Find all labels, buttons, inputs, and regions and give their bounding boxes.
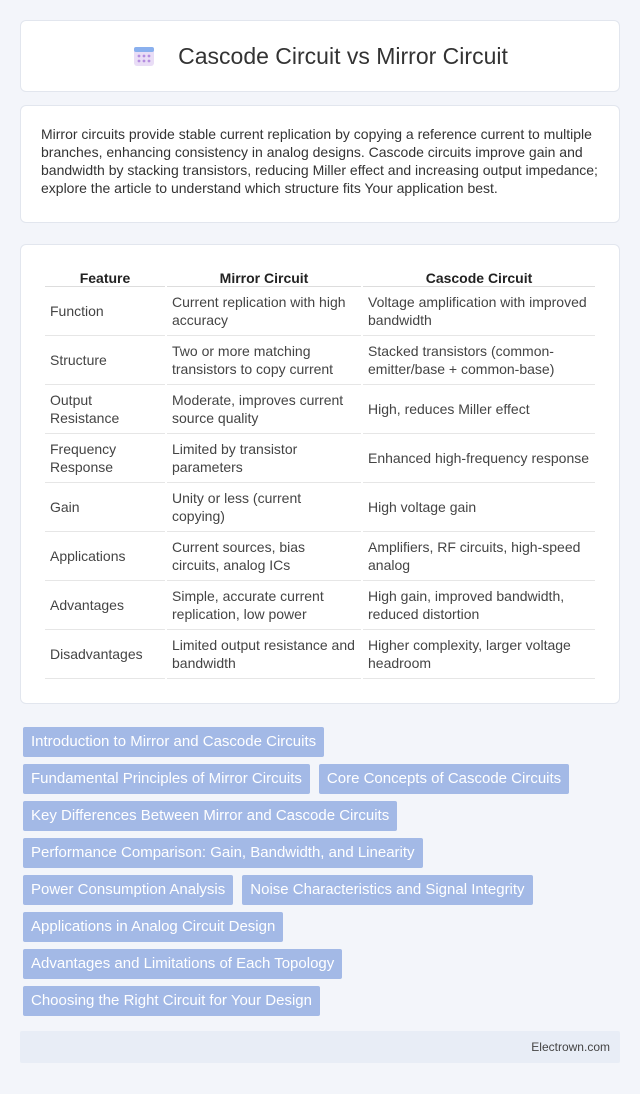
calendar-grid-icon bbox=[132, 44, 156, 68]
intro-card bbox=[20, 105, 620, 223]
topic-link[interactable]: Fundamental Principles of Mirror Circuits bbox=[23, 764, 310, 794]
cell-feature: Advantages bbox=[45, 581, 165, 630]
cell-mirror: Limited output resistance and bandwidth bbox=[167, 630, 361, 679]
link-row bbox=[23, 875, 613, 905]
table-row bbox=[45, 581, 595, 630]
link-row bbox=[23, 801, 613, 831]
related-topics bbox=[23, 727, 613, 1023]
link-row bbox=[23, 838, 613, 868]
cell-mirror: Simple, accurate current replication, low power bbox=[167, 581, 361, 630]
cell-mirror: Limited by transistor parameters bbox=[167, 434, 361, 483]
cell-feature: Gain bbox=[45, 483, 165, 532]
table-row bbox=[45, 287, 595, 336]
table-row bbox=[45, 385, 595, 434]
cell-cascode: High, reduces Miller effect bbox=[363, 385, 595, 434]
topic-link[interactable]: Choosing the Right Circuit for Your Design bbox=[23, 986, 320, 1016]
table-row bbox=[45, 434, 595, 483]
cell-mirror: Current replication with high accuracy bbox=[167, 287, 361, 336]
link-row bbox=[23, 986, 613, 1016]
link-row bbox=[23, 949, 613, 979]
cell-cascode: Amplifiers, RF circuits, high-speed analog bbox=[363, 532, 595, 581]
cell-cascode: High voltage gain bbox=[363, 483, 595, 532]
footer bbox=[20, 1031, 620, 1063]
link-row bbox=[23, 764, 613, 794]
cell-feature: Structure bbox=[45, 336, 165, 385]
table-row bbox=[45, 483, 595, 532]
cell-feature: Disadvantages bbox=[45, 630, 165, 679]
cell-cascode: Enhanced high-frequency response bbox=[363, 434, 595, 483]
topic-link[interactable]: Noise Characteristics and Signal Integrity bbox=[242, 875, 532, 905]
comparison-table bbox=[43, 265, 597, 679]
header-mirror-circuit: Mirror Circuit bbox=[167, 265, 361, 287]
cell-cascode: Voltage amplification with improved bandwidth bbox=[363, 287, 595, 336]
topic-link[interactable]: Applications in Analog Circuit Design bbox=[23, 912, 283, 942]
topic-link[interactable]: Advantages and Limitations of Each Topology bbox=[23, 949, 342, 979]
table-row bbox=[45, 336, 595, 385]
cell-feature: Function bbox=[45, 287, 165, 336]
topic-link[interactable]: Key Differences Between Mirror and Cascode Circuits bbox=[23, 801, 397, 831]
link-row bbox=[23, 912, 613, 942]
title-wrap bbox=[132, 43, 508, 70]
cell-feature: Applications bbox=[45, 532, 165, 581]
header-feature: Feature bbox=[45, 265, 165, 287]
topic-link[interactable]: Core Concepts of Cascode Circuits bbox=[319, 764, 569, 794]
link-row bbox=[23, 727, 613, 757]
cell-mirror: Unity or less (current copying) bbox=[167, 483, 361, 532]
cell-mirror: Two or more matching transistors to copy current bbox=[167, 336, 361, 385]
table-row bbox=[45, 532, 595, 581]
cell-feature: Frequency Response bbox=[45, 434, 165, 483]
topic-link[interactable]: Performance Comparison: Gain, Bandwidth, and Linearity bbox=[23, 838, 423, 868]
cell-cascode: Stacked transistors (common-emitter/base + common-base) bbox=[363, 336, 595, 385]
cell-mirror: Current sources, bias circuits, analog ICs bbox=[167, 532, 361, 581]
topic-link[interactable]: Power Consumption Analysis bbox=[23, 875, 233, 905]
page-title: Cascode Circuit vs Mirror Circuit bbox=[178, 42, 508, 69]
cell-mirror: Moderate, improves current source quality bbox=[167, 385, 361, 434]
footer-brand: Electrown.com bbox=[531, 1040, 610, 1054]
intro-paragraph: Mirror circuits provide stable current replication by copying a reference current to multiple branches, enhancing consistency in analog designs. Cascode circuits improve gain and bandwidth by stacking transistors, reducing Miller effect and increasing output impedance; explore the article to understand which structure fits Your application best. bbox=[41, 126, 598, 196]
header-card bbox=[20, 20, 620, 92]
topic-link[interactable]: Introduction to Mirror and Cascode Circuits bbox=[23, 727, 324, 757]
cell-cascode: Higher complexity, larger voltage headroom bbox=[363, 630, 595, 679]
cell-cascode: High gain, improved bandwidth, reduced distortion bbox=[363, 581, 595, 630]
cell-feature: Output Resistance bbox=[45, 385, 165, 434]
table-header-row bbox=[45, 265, 595, 287]
table-row bbox=[45, 630, 595, 679]
header-cascode-circuit: Cascode Circuit bbox=[363, 265, 595, 287]
comparison-table-card bbox=[20, 244, 620, 704]
